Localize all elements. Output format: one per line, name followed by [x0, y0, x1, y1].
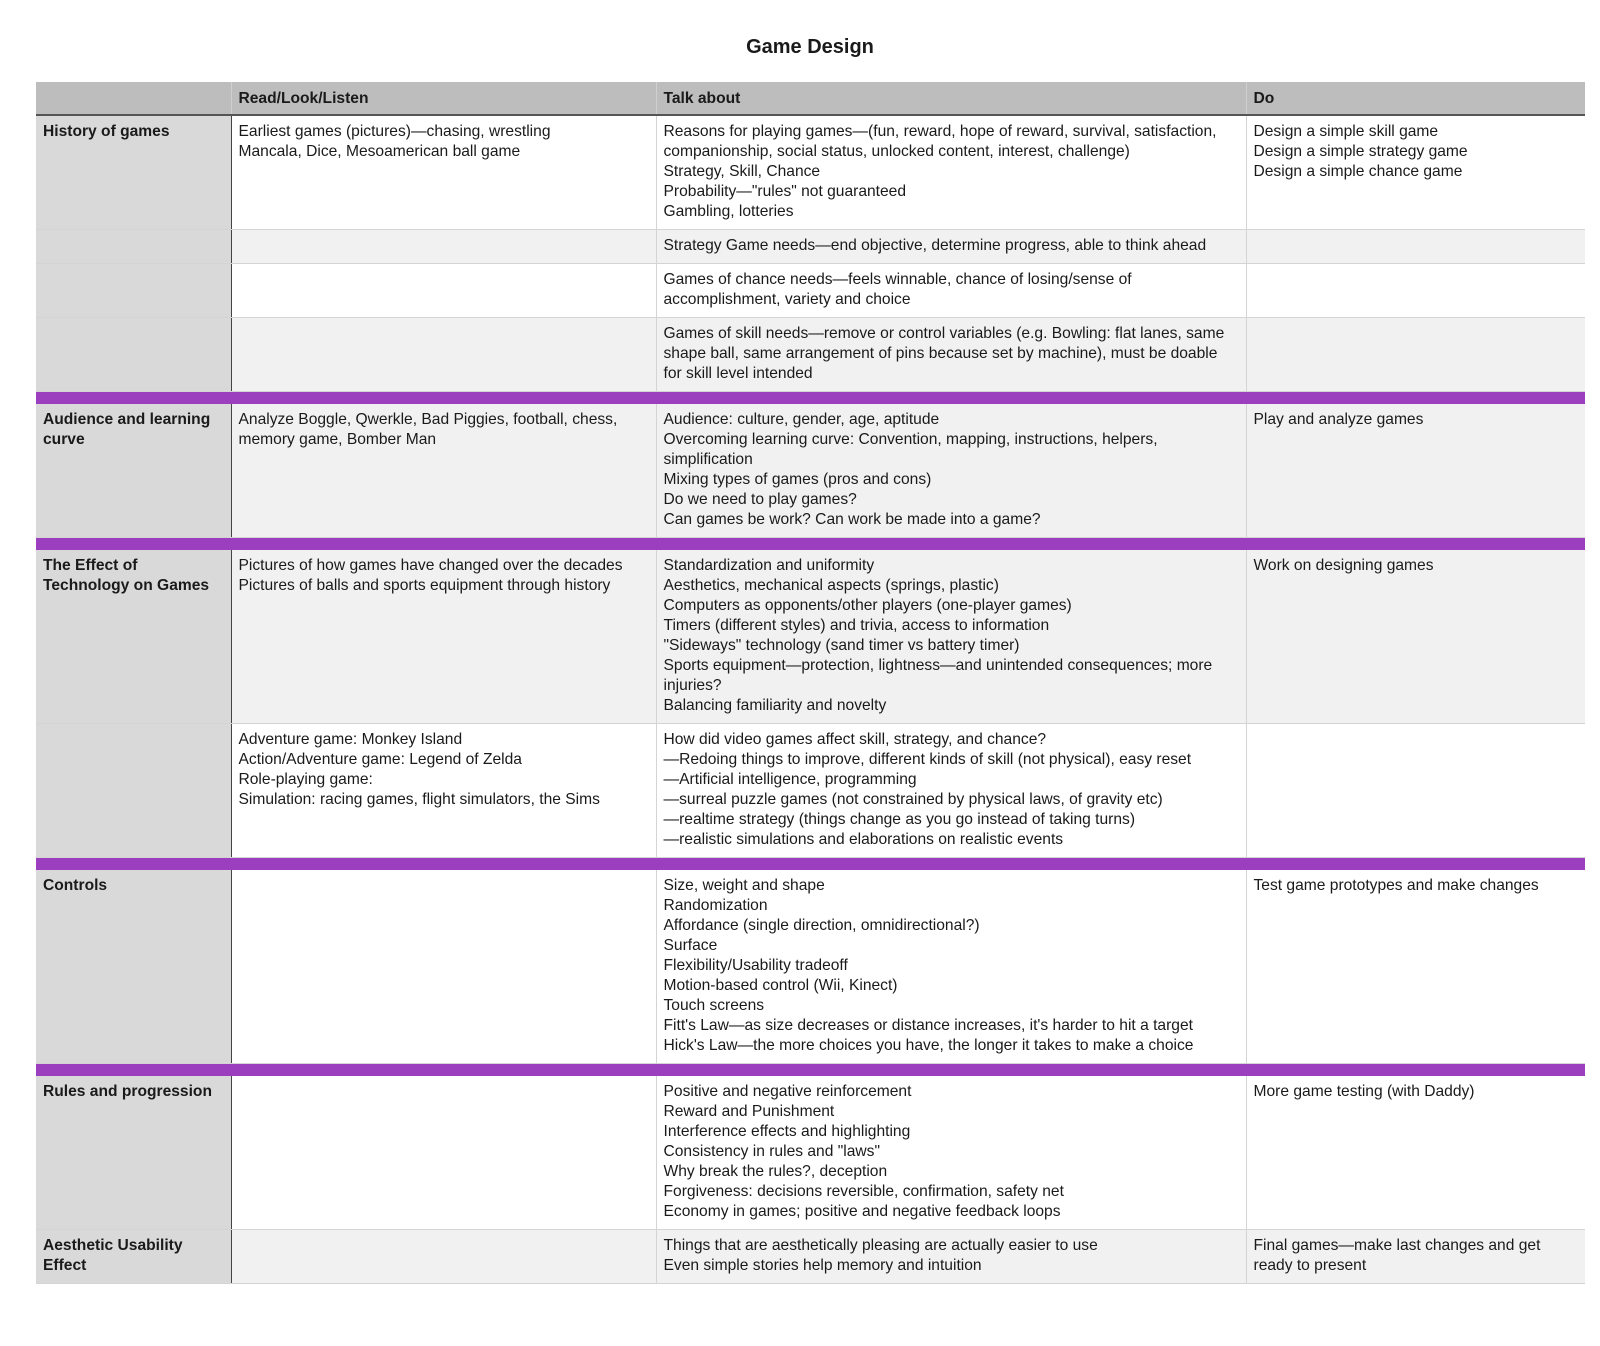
divider-bar	[36, 1064, 1585, 1077]
table-row	[36, 870, 1585, 1064]
cell-read	[231, 1076, 656, 1230]
table-row	[36, 404, 1585, 538]
header-corner	[36, 82, 231, 115]
cell-read	[231, 264, 656, 318]
cell-do	[1246, 230, 1585, 264]
row-label	[36, 318, 231, 392]
cell-do: Test game prototypes and make changes	[1246, 870, 1585, 1064]
cell-talk: Reasons for playing games—(fun, reward, hope of reward, survival, satisfaction, companionship, social status, unlocked content, interest, challenge) Strategy, Skill, Chance Probability—"rules" not guaranteed Gambling, lotteries	[656, 115, 1246, 230]
cell-do: Final games—make last changes and get ready to present	[1246, 1230, 1585, 1284]
cell-do: Play and analyze games	[1246, 404, 1585, 538]
header-read: Read/Look/Listen	[231, 82, 656, 115]
section-divider	[36, 392, 1585, 405]
cell-talk: Games of chance needs—feels winnable, chance of losing/sense of accomplishment, variety and choice	[656, 264, 1246, 318]
table-row	[36, 318, 1585, 392]
cell-talk: Audience: culture, gender, age, aptitude Overcoming learning curve: Convention, mapping, instructions, helpers, simplification Mixing types of games (pros and cons) Do we need to play games? Can games be work? Can work be made into a game?	[656, 404, 1246, 538]
cell-do	[1246, 264, 1585, 318]
cell-do: Work on designing games	[1246, 550, 1585, 724]
section-divider	[36, 1064, 1585, 1077]
cell-read	[231, 318, 656, 392]
cell-read	[231, 230, 656, 264]
row-label: Aesthetic Usability Effect	[36, 1230, 231, 1284]
table-row	[36, 230, 1585, 264]
section-divider	[36, 858, 1585, 871]
cell-talk: Positive and negative reinforcement Reward and Punishment Interference effects and highlighting Consistency in rules and "laws" Why break the rules?, deception Forgiveness: decisions reversible, confirmation, safety net Economy in games; positive and negative feedback loops	[656, 1076, 1246, 1230]
row-label	[36, 264, 231, 318]
row-label: Controls	[36, 870, 231, 1064]
row-label: History of games	[36, 115, 231, 230]
cell-do	[1246, 724, 1585, 858]
curriculum-table	[36, 82, 1585, 1284]
row-label: Rules and progression	[36, 1076, 231, 1230]
section-divider	[36, 538, 1585, 551]
table-row	[36, 724, 1585, 858]
header-talk: Talk about	[656, 82, 1246, 115]
header-do: Do	[1246, 82, 1585, 115]
cell-read: Pictures of how games have changed over the decades Pictures of balls and sports equipment through history	[231, 550, 656, 724]
divider-bar	[36, 538, 1585, 551]
cell-talk: Games of skill needs—remove or control variables (e.g. Bowling: flat lanes, same shape ball, same arrangement of pins because set by machine), must be doable for skill level intended	[656, 318, 1246, 392]
row-label: Audience and learning curve	[36, 404, 231, 538]
cell-do	[1246, 318, 1585, 392]
cell-talk: Size, weight and shape Randomization Affordance (single direction, omnidirectional?) Surface Flexibility/Usability tradeoff Motion-based control (Wii, Kinect) Touch screens Fitt's Law—as size decreases or distance increases, it's harder to hit a target Hick's Law—the more choices you have, the longer it takes to make a choice	[656, 870, 1246, 1064]
cell-do: More game testing (with Daddy)	[1246, 1076, 1585, 1230]
table-row	[36, 1230, 1585, 1284]
page-title: Game Design	[746, 36, 874, 58]
cell-read: Earliest games (pictures)—chasing, wrestling Mancala, Dice, Mesoamerican ball game	[231, 115, 656, 230]
cell-talk: How did video games affect skill, strategy, and chance? —Redoing things to improve, different kinds of skill (not physical), easy reset —Artificial intelligence, programming —surreal puzzle games (not constrained by physical laws, of gravity etc) —realtime strategy (things change as you go instead of taking turns) —realistic simulations and elaborations on realistic events	[656, 724, 1246, 858]
divider-bar	[36, 858, 1585, 871]
cell-read: Analyze Boggle, Qwerkle, Bad Piggies, football, chess, memory game, Bomber Man	[231, 404, 656, 538]
cell-read: Adventure game: Monkey Island Action/Adventure game: Legend of Zelda Role-playing game: Simulation: racing games, flight simulators, the Sims	[231, 724, 656, 858]
row-label	[36, 724, 231, 858]
cell-talk: Standardization and uniformity Aesthetics, mechanical aspects (springs, plastic) Computers as opponents/other players (one-player games) Timers (different styles) and trivia, access to information "Sideways" technology (sand timer vs battery timer) Sports equipment—protection, lightness—and unintended consequences; more injuries? Balancing familiarity and novelty	[656, 550, 1246, 724]
table-row	[36, 1076, 1585, 1230]
table-row	[36, 550, 1585, 724]
cell-read	[231, 1230, 656, 1284]
header-row	[36, 82, 1585, 115]
cell-do: Design a simple skill game Design a simple strategy game Design a simple chance game	[1246, 115, 1585, 230]
row-label: The Effect of Technology on Games	[36, 550, 231, 724]
cell-talk: Strategy Game needs—end objective, determine progress, able to think ahead	[656, 230, 1246, 264]
table-row	[36, 264, 1585, 318]
cell-talk: Things that are aesthetically pleasing are actually easier to use Even simple stories help memory and intuition	[656, 1230, 1246, 1284]
divider-bar	[36, 392, 1585, 405]
cell-read	[231, 870, 656, 1064]
table-row	[36, 115, 1585, 230]
row-label	[36, 230, 231, 264]
